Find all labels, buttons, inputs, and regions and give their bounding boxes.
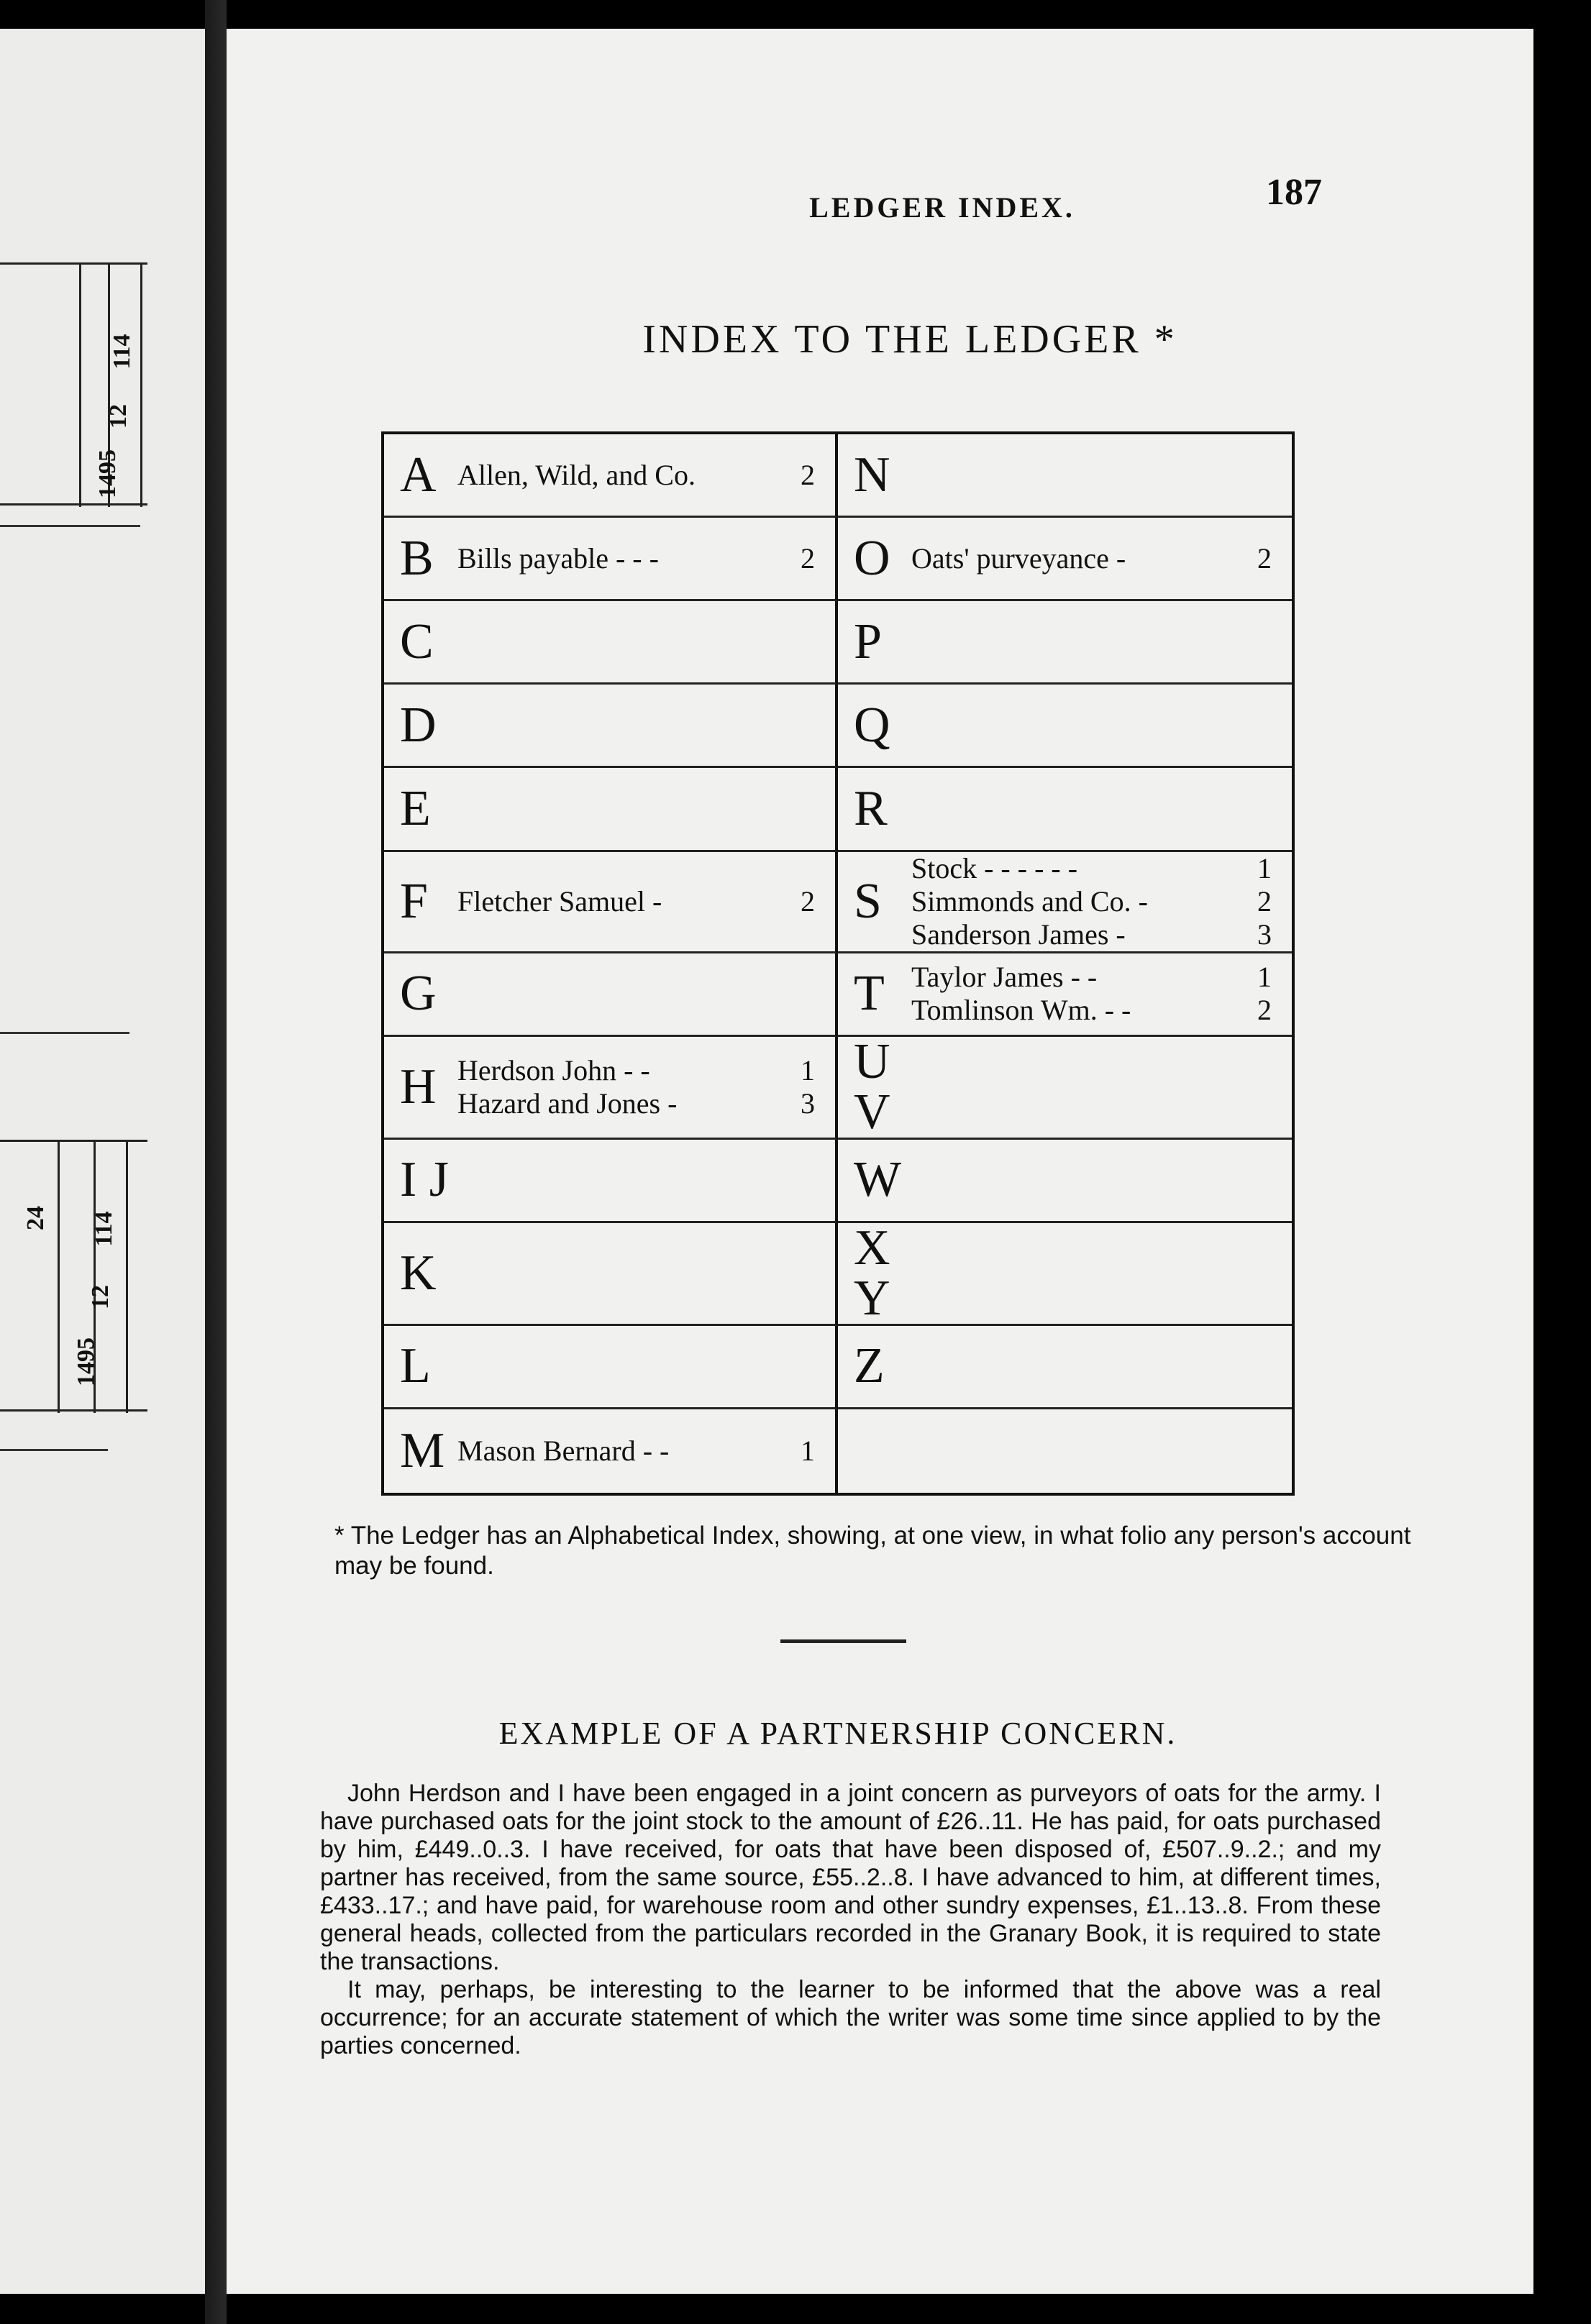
index-letter: F xyxy=(400,873,428,929)
section-body xyxy=(320,1780,1381,2060)
index-cell xyxy=(384,768,838,851)
account-name: Tomlinson Wm. - - xyxy=(911,994,1131,1027)
index-cell xyxy=(384,1409,838,1493)
index-entries xyxy=(457,1054,835,1120)
index-cell xyxy=(384,1326,838,1409)
index-cell xyxy=(384,601,838,685)
index-letter: B xyxy=(400,530,434,586)
index-letter: P xyxy=(854,613,882,669)
index-letter: R xyxy=(854,780,888,836)
ledger-index-table xyxy=(381,431,1295,1496)
index-cell xyxy=(838,1140,1292,1223)
index-cell xyxy=(838,852,1292,953)
index-letter: K xyxy=(400,1245,437,1301)
stub-number: 24 xyxy=(22,1206,49,1230)
body-paragraph: It may, perhaps, be interesting to the learner to be informed that the above was a real occurrence; for an accurate statement of which the writer was some time since applied to by the parties concerned. xyxy=(320,1976,1381,2059)
page-number: 187 xyxy=(1266,172,1322,213)
facing-page-rule xyxy=(0,1032,129,1034)
folio-number: 2 xyxy=(801,458,815,491)
folio-number: 2 xyxy=(1257,541,1272,575)
index-cell xyxy=(838,1033,1292,1140)
index-letter: O xyxy=(854,530,890,586)
body-paragraph: John Herdson and I have been engaged in a joint concern as purveyors of oats for the army. I have purchased oats for the joint stock to the amount of £26..11. He has paid, for oats purchased by him, £449..0..3. I have received, for oats that have been disposed of, £507..9..2.; and my partner has received, from the same source, £55..2..8. I have advanced to him, at different times, £433..17.; and have paid, for warehouse room and other sundry expenses, £1..13..8. From these general heads, collected from the particulars recorded in the Granary Book, it is required to state the transactions. xyxy=(320,1780,1381,1975)
index-cell xyxy=(838,685,1292,768)
folio-number: 3 xyxy=(1257,918,1272,951)
index-letter: T xyxy=(854,966,885,1022)
index-cell xyxy=(838,1220,1292,1326)
index-entry xyxy=(911,852,1272,885)
index-letter: H xyxy=(400,1058,437,1115)
index-cell xyxy=(384,1140,838,1223)
account-name: Oats' purveyance - xyxy=(911,541,1126,575)
index-entry xyxy=(911,885,1272,918)
book-gutter xyxy=(205,0,227,2324)
index-cell xyxy=(384,852,838,953)
facing-page-table-stub-lower xyxy=(0,1140,147,1413)
index-cell xyxy=(838,518,1292,601)
stub-number: 114 xyxy=(91,1211,117,1247)
index-letter: W xyxy=(854,1152,902,1208)
facing-page-rule xyxy=(0,525,140,527)
index-entry xyxy=(911,542,1272,575)
folio-number: 2 xyxy=(1257,994,1272,1027)
section-title: EXAMPLE OF A PARTNERSHIP CONCERN. xyxy=(498,1716,1177,1751)
stub-number: 114 xyxy=(109,334,135,370)
account-name: Fletcher Samuel - xyxy=(457,884,662,918)
index-letter: G xyxy=(400,966,437,1022)
index-title: INDEX TO THE LEDGER * xyxy=(642,317,1177,362)
account-name: Herdson John - - xyxy=(457,1053,650,1086)
index-letter: I J xyxy=(400,1152,450,1208)
section-divider xyxy=(780,1639,906,1643)
stub-number: 1495 xyxy=(94,449,121,498)
stub-number: 12 xyxy=(87,1285,114,1309)
index-letter: L xyxy=(400,1338,431,1394)
account-name: Mason Bernard - - xyxy=(457,1434,670,1467)
index-entry xyxy=(457,1054,815,1087)
folio-number: 1 xyxy=(1257,851,1272,884)
index-cell xyxy=(384,1223,838,1326)
index-entry xyxy=(911,994,1272,1027)
index-entry xyxy=(457,542,815,575)
index-entries xyxy=(457,885,835,918)
index-cell xyxy=(384,685,838,768)
facing-page-table-stub-upper xyxy=(0,262,147,507)
index-cell xyxy=(384,434,838,518)
index-entries xyxy=(457,459,835,492)
account-name: Hazard and Jones - xyxy=(457,1086,678,1120)
index-entries xyxy=(457,1435,835,1468)
index-entry xyxy=(457,1435,815,1468)
index-cell xyxy=(838,601,1292,685)
index-letter: M xyxy=(400,1422,445,1478)
index-letter: E xyxy=(400,780,431,836)
index-cell xyxy=(838,1326,1292,1409)
index-cell xyxy=(838,434,1292,518)
account-name: Simmonds and Co. - xyxy=(911,884,1148,918)
index-cell xyxy=(384,1037,838,1140)
folio-number: 1 xyxy=(1257,961,1272,994)
index-entry xyxy=(911,918,1272,951)
footnote: * The Ledger has an Alphabetical Index, showing, at one view, in what folio any person's account may be found. xyxy=(334,1522,1411,1580)
index-entry xyxy=(457,885,815,918)
index-cell xyxy=(838,768,1292,851)
folio-number: 3 xyxy=(801,1086,815,1120)
account-name: Stock - - - - - - xyxy=(911,851,1078,884)
folio-number: 1 xyxy=(801,1434,815,1467)
account-name: Sanderson James - xyxy=(911,918,1126,951)
index-letter: C xyxy=(400,613,434,669)
index-entries xyxy=(911,542,1292,575)
index-cell xyxy=(838,953,1292,1037)
folio-number: 1 xyxy=(801,1053,815,1086)
index-cell xyxy=(838,1409,1292,1493)
index-letter: X Y xyxy=(854,1220,890,1326)
stub-number: 12 xyxy=(105,404,132,429)
index-letter: U V xyxy=(854,1033,890,1140)
book-page xyxy=(227,29,1533,2294)
index-entries xyxy=(911,961,1292,1027)
index-entry xyxy=(457,1087,815,1120)
facing-page-rule xyxy=(0,1449,108,1451)
folio-number: 2 xyxy=(801,541,815,575)
running-head: LEDGER INDEX. xyxy=(809,191,1075,224)
stub-number: 1495 xyxy=(73,1337,99,1386)
index-entries xyxy=(457,542,835,575)
facing-page-edge xyxy=(0,29,207,2294)
index-cell xyxy=(384,518,838,601)
index-letter: N xyxy=(854,447,890,503)
folio-number: 2 xyxy=(801,884,815,918)
index-entry xyxy=(457,459,815,492)
account-name: Allen, Wild, and Co. xyxy=(457,458,696,491)
index-letter: D xyxy=(400,697,437,753)
index-letter: A xyxy=(400,447,437,503)
index-letter: S xyxy=(854,873,882,929)
index-entry xyxy=(911,961,1272,994)
index-entries xyxy=(911,852,1292,951)
index-letter: Z xyxy=(854,1338,885,1394)
account-name: Taylor James - - xyxy=(911,961,1098,994)
folio-number: 2 xyxy=(1257,884,1272,918)
index-cell xyxy=(384,953,838,1037)
index-letter: Q xyxy=(854,697,890,753)
account-name: Bills payable - - - xyxy=(457,541,659,575)
